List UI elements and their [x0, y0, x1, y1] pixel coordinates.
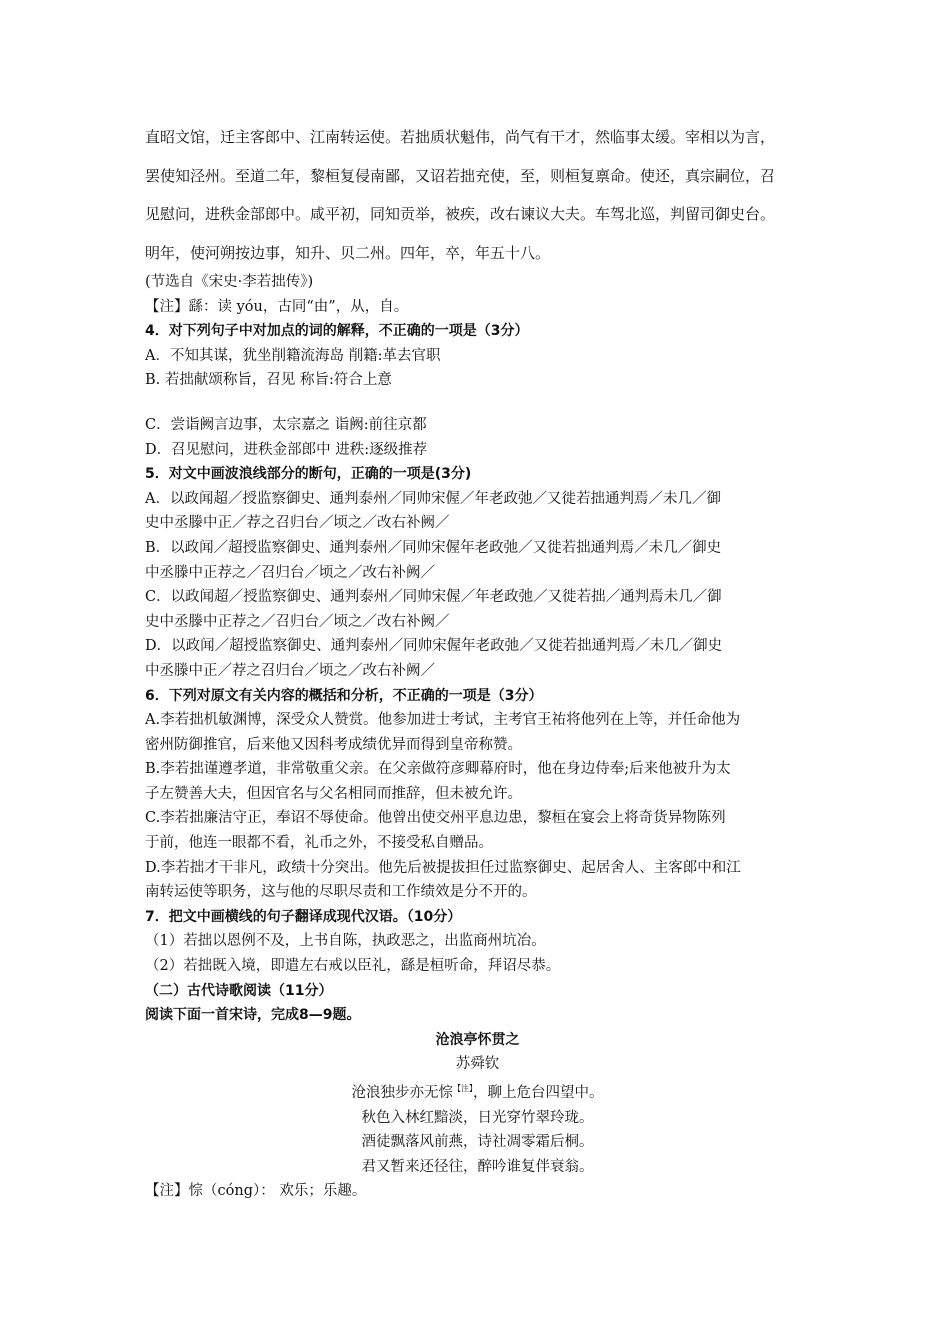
- poem: [145, 1028, 810, 1180]
- q5-option-line: 史中丞滕中正荐之／召归台／顷之／改右补阙／: [145, 613, 450, 630]
- q6-option-line: A.李若拙机敏渊博，深受众人赞赏。他参加进士考试，主考官王祐将他列在上等，并任命他为: [145, 712, 741, 729]
- poem-line: 秋色入林红黯淡，日光穿竹翠玲珑。: [361, 1109, 594, 1126]
- q4-option-b: B. 若拙献颂称旨，召见 称旨:符合上意: [145, 372, 392, 389]
- annotation-note: 【注】繇：读 yóu，古同“由”，从，自。: [145, 298, 409, 315]
- q6-option-line: 子左赞善大夫，但因官名与父名相同而推辞，但未被允许。: [145, 785, 522, 802]
- q4-option-d: D．召见慰问，进秩金部郎中 进秩:逐级推荐: [145, 441, 428, 458]
- questions-body: [145, 270, 810, 1204]
- question-6-title: 6．下列对原文有关内容的概括和分析，不正确的一项是（3分）: [145, 687, 543, 704]
- question-5-title: 5．对文中画波浪线部分的断句，正确的一项是(3分): [145, 466, 472, 483]
- q7-sentence-1: （1）若拙以恩例不及，上书自陈，执政恶之，出监商州坑冶。: [145, 933, 546, 950]
- q5-option-line: C．以政闻超／授监察御史、通判泰州／同帅宋偓／年老政弛／又徙若拙／通判焉未几／御: [145, 589, 722, 606]
- spacer: [145, 393, 810, 413]
- passage-line: 明年，使河朔按边事，知升、贝二州。四年，卒，年五十八。: [145, 243, 551, 262]
- section-heading: （二）古代诗歌阅读（11分）: [145, 982, 333, 999]
- section-instruction: 阅读下面一首宋诗，完成8—9题。: [145, 1007, 361, 1024]
- q7-sentence-2: （2）若拙既入境，即遣左右戒以臣礼，繇是桓听命，拜诏尽恭。: [145, 958, 561, 975]
- note-marker: 【注】: [453, 1084, 473, 1093]
- poem-title: 沧浪亭怀贯之: [435, 1031, 520, 1048]
- source-citation: (节选自《宋史·李若拙传》): [145, 274, 314, 290]
- poem-line-text: ，聊上危台四望中。: [473, 1085, 604, 1101]
- q6-option-line: D.李若拙才干非凡，政绩十分突出。他先后被提拔担任过监察御史、起居舍人、主客郎中和江: [145, 859, 741, 876]
- passage-line: 罢使知泾州。至道二年，黎桓复侵南鄙，又诏若拙充使，至，则桓复禀命。使还，真宗嗣位，召: [145, 166, 776, 185]
- poem-line: 酒徒飘落风前燕，诗社凋零霜后桐。: [361, 1134, 594, 1151]
- q5-option-line: A．以政闻超／授监察御史、通判泰州／同帅宋偓／年老政弛／又徙若拙通判焉／未几／御: [145, 490, 721, 507]
- passage-line: 直昭文馆，迁主客郎中、江南转运使。若拙质状魁伟，尚气有干才，然临事太缓。宰相以为言，: [145, 128, 776, 146]
- q6-option-line: 南转运使等职务，这与他的尽职尽责和工作绩效是分不开的。: [145, 884, 537, 901]
- q4-option-a: A．不知其谋，犹坐削籍流海岛 削籍:革去官职: [145, 347, 441, 364]
- q5-option-line: 中丞滕中正／荐之召归台／顷之／改右补阙／: [145, 662, 435, 679]
- poem-line-text: 沧浪独步亦无悰: [351, 1085, 453, 1101]
- q5-option-line: 史中丞滕中正／荐之召归台／顷之／改右补阙／: [145, 515, 450, 532]
- passage-line: 见慰问，进秩金部郎中。咸平初，同知贡举，被疾，改右谏议大夫。车驾北巡，判留司御史台。: [145, 205, 776, 223]
- q6-option-line: 于前，他连一眼都不看，礼币之外，不接受私自赠品。: [145, 835, 493, 852]
- q6-option-line: C.李若拙廉洁守正，奉诏不辱使命。他曾出使交州平息边患，黎桓在宴会上将奇货异物陈列: [145, 810, 726, 827]
- q5-option-line: B．以政闻／超授监察御史、通判泰州／同帅宋偓年老政弛／又徙若拙通判焉／未几／御史: [145, 539, 722, 556]
- poem-annotation-note: 【注】悰（cóng）： 欢乐；乐趣。: [145, 1183, 367, 1200]
- question-7-title: 7．把文中画横线的句子翻译成现代汉语。（10分）: [145, 908, 462, 925]
- poem-line: [145, 1077, 810, 1106]
- q5-option-line: D．以政闻／超授监察御史、通判泰州／同帅宋偓年老政弛／又徙若拙通判焉／未几／御史: [145, 638, 723, 655]
- poem-author: 苏舜钦: [455, 1056, 500, 1073]
- poem-line: 君又暂来还径往，醉吟谁复伴衰翁。: [361, 1158, 594, 1175]
- q6-option-line: 密州防御推官，后来他又因科考成绩优异而得到皇帝称赞。: [145, 736, 522, 753]
- q4-option-c: C．尝诣阙言边事，太宗嘉之 诣阙:前往京都: [145, 416, 427, 433]
- passage-text: [145, 118, 810, 272]
- q5-option-line: 中丞滕中正荐之／召归台／顷之／改右补阙／: [145, 564, 435, 581]
- question-4-title: 4．对下列句子中对加点的词的解释，不正确的一项是（3分）: [145, 323, 529, 340]
- q6-option-line: B.李若拙谨遵孝道，非常敬重父亲。在父亲做符彦卿幕府时，他在身边侍奉;后来他被升为太: [145, 761, 731, 778]
